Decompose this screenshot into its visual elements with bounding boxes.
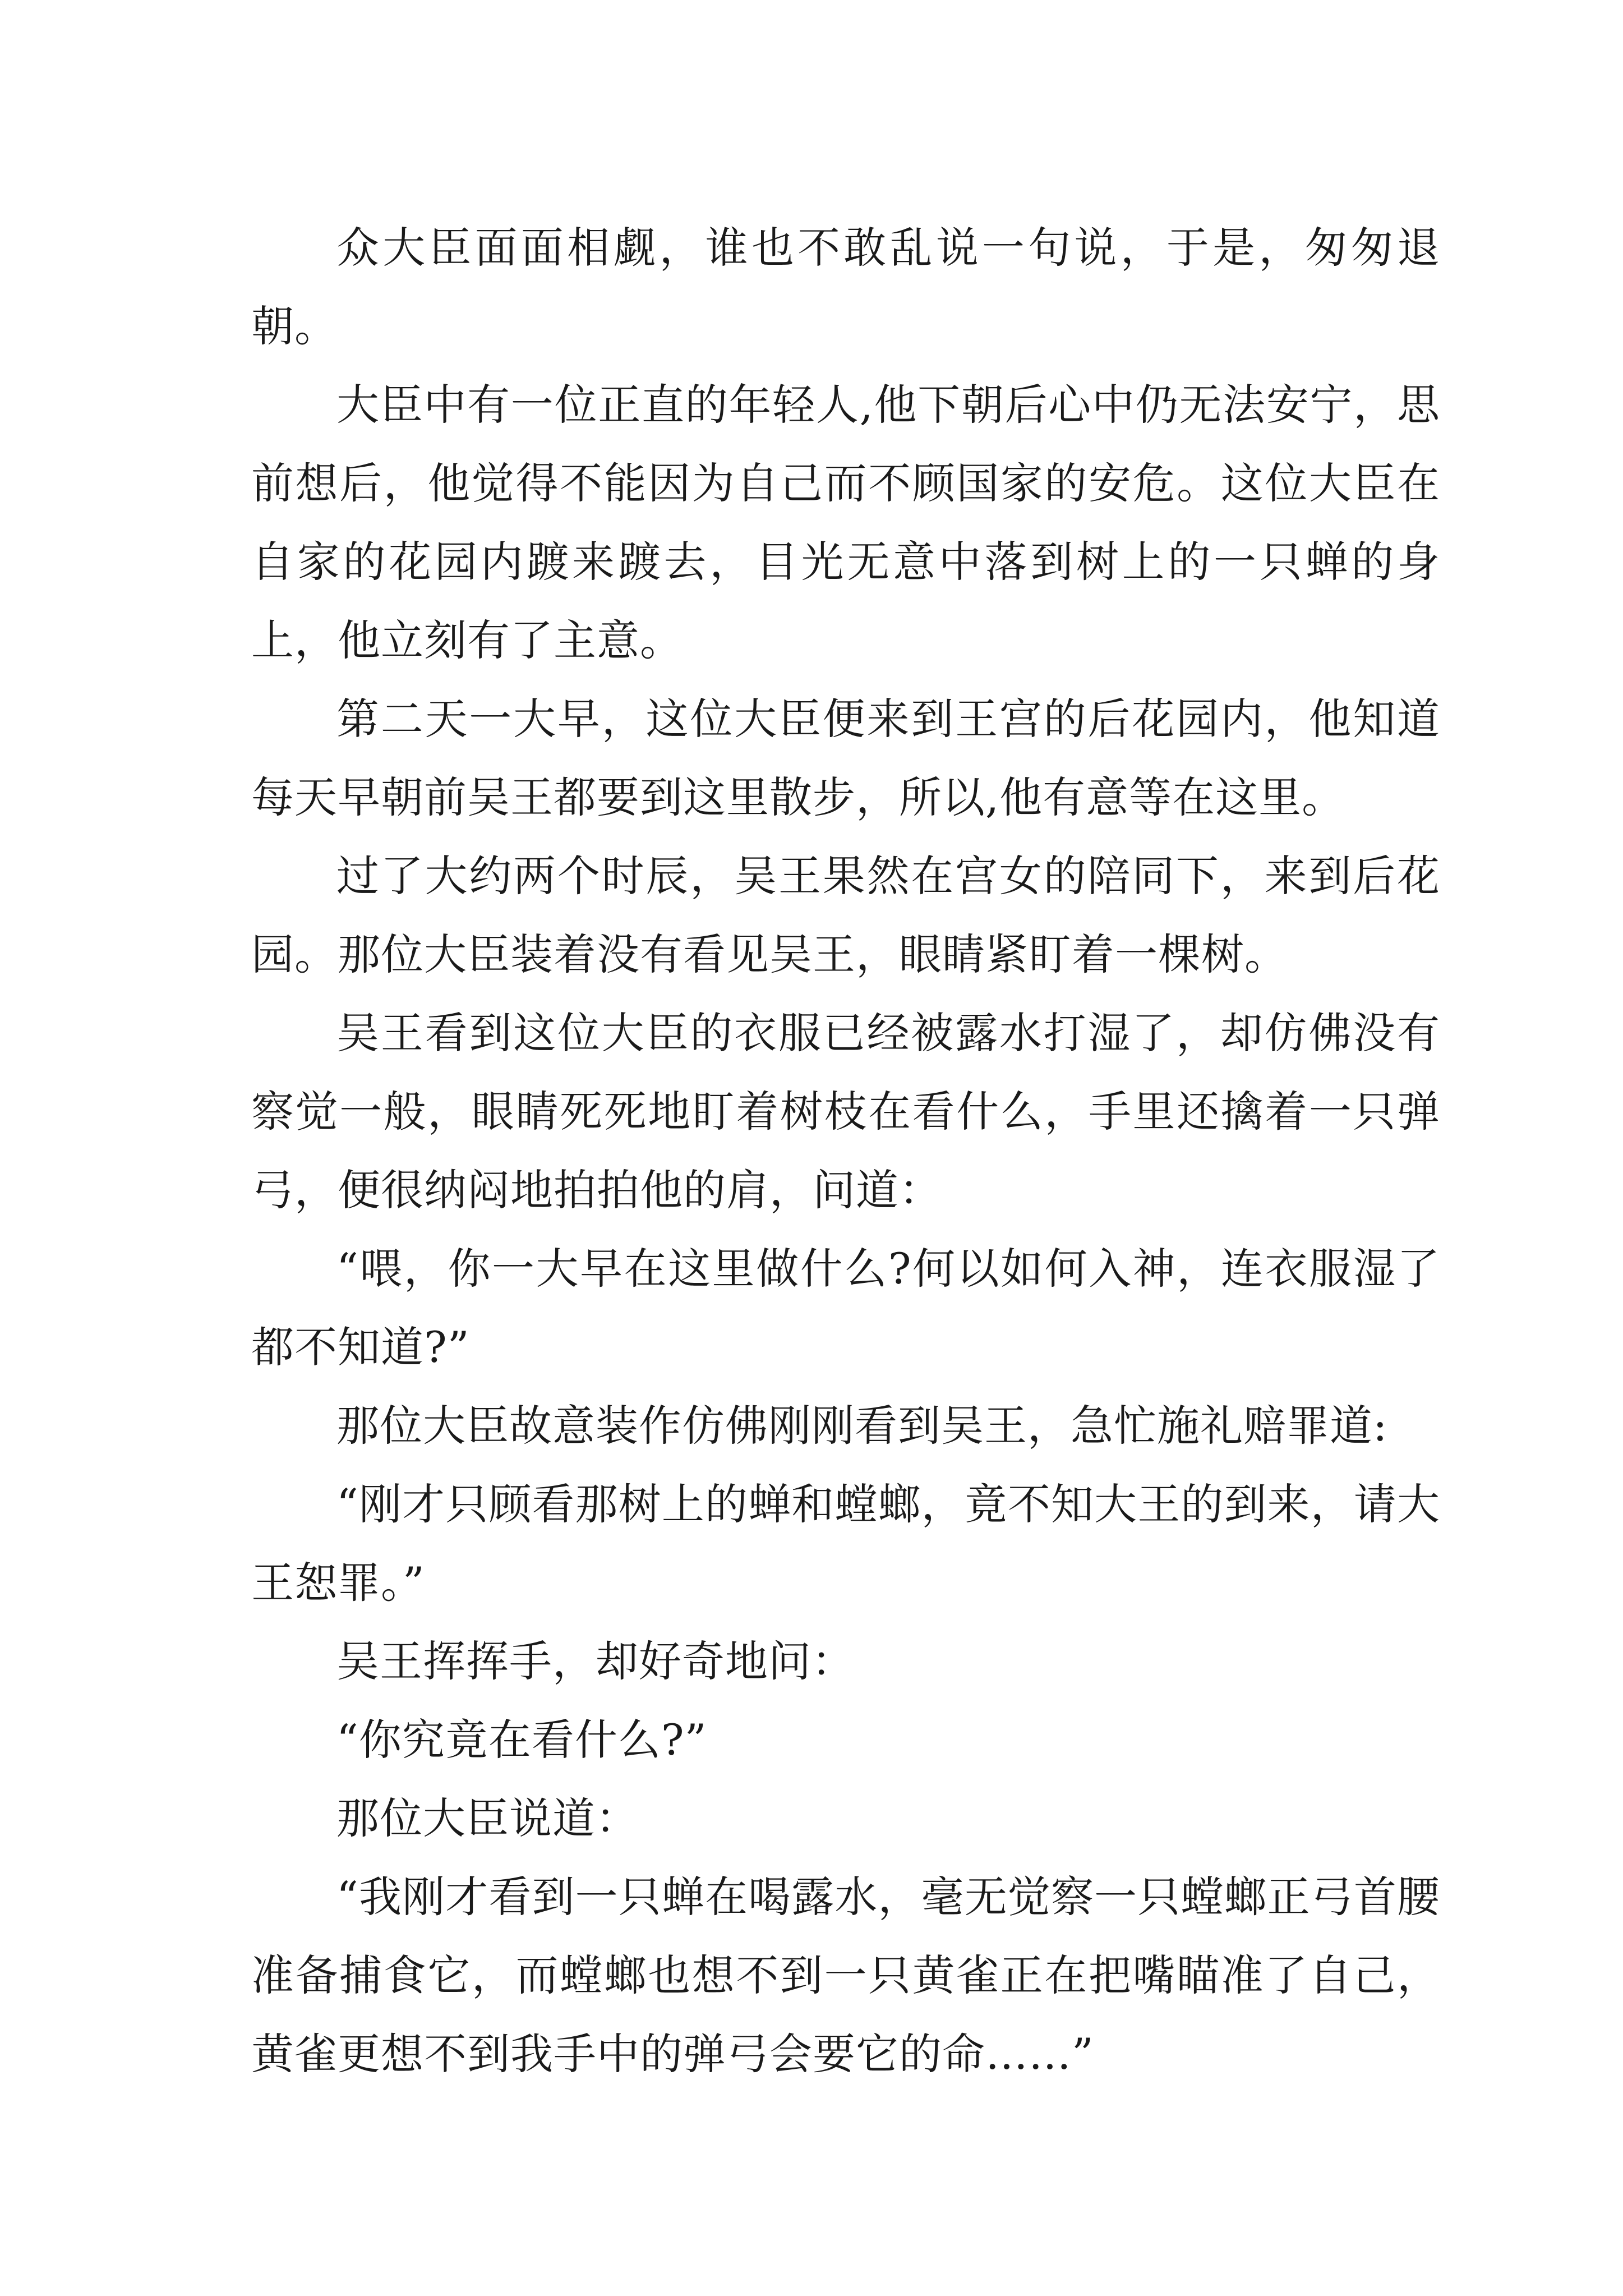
paragraph-4: 过了大约两个时辰，吴王果然在宫女的陪同下，来到后花园。那位大臣装着没有看见吴王，眼睛紧盯着一棵树。	[251, 851, 1440, 979]
paragraph-3: 第二天一大早，这位大臣便来到王宫的后花园内，他知道每天早朝前吴王都要到这里散步，所以,他有意等在这里。	[251, 694, 1440, 822]
paragraph-12: “我刚才看到一只蝉在喝露水，毫无觉察一只螳螂正弓首腰准备捕食它，而螳螂也想不到一只黄雀正在把嘴瞄准了自己，黄雀更想不到我手中的弹弓会要它的命……”	[251, 1872, 1440, 2079]
paragraph-6: “喂，你一大早在这里做什么?何以如何入神，连衣服湿了都不知道?”	[251, 1244, 1440, 1372]
paragraph-2: 大臣中有一位正直的年轻人,他下朝后心中仍无法安宁，思前想后，他觉得不能因为自己而不顾国家的安危。这位大臣在自家的花园内踱来踱去，目光无意中落到树上的一只蝉的身上，他立刻有了主意。	[251, 380, 1440, 665]
paragraph-1: 众大臣面面相觑，谁也不敢乱说一句说，于是，匆匆退朝。	[251, 223, 1440, 351]
document-body	[251, 209, 1440, 2093]
paragraph-8: “刚才只顾看那树上的蝉和螳螂，竟不知大王的到来，请大王恕罪。”	[251, 1479, 1440, 1608]
paragraph-10: “你究竟在看什么?”	[336, 1715, 707, 1765]
paragraph-5: 吴王看到这位大臣的衣服已经被露水打湿了，却仿佛没有察觉一般，眼睛死死地盯着树枝在看什么，手里还擒着一只弹弓，便很纳闷地拍拍他的肩，问道：	[251, 1008, 1440, 1215]
paragraph-11: 那位大臣说道：	[336, 1793, 639, 1843]
paragraph-9: 吴王挥挥手，却好奇地问：	[336, 1636, 855, 1686]
paragraph-7: 那位大臣故意装作仿佛刚刚看到吴王，急忙施礼赔罪道:	[336, 1401, 1388, 1451]
